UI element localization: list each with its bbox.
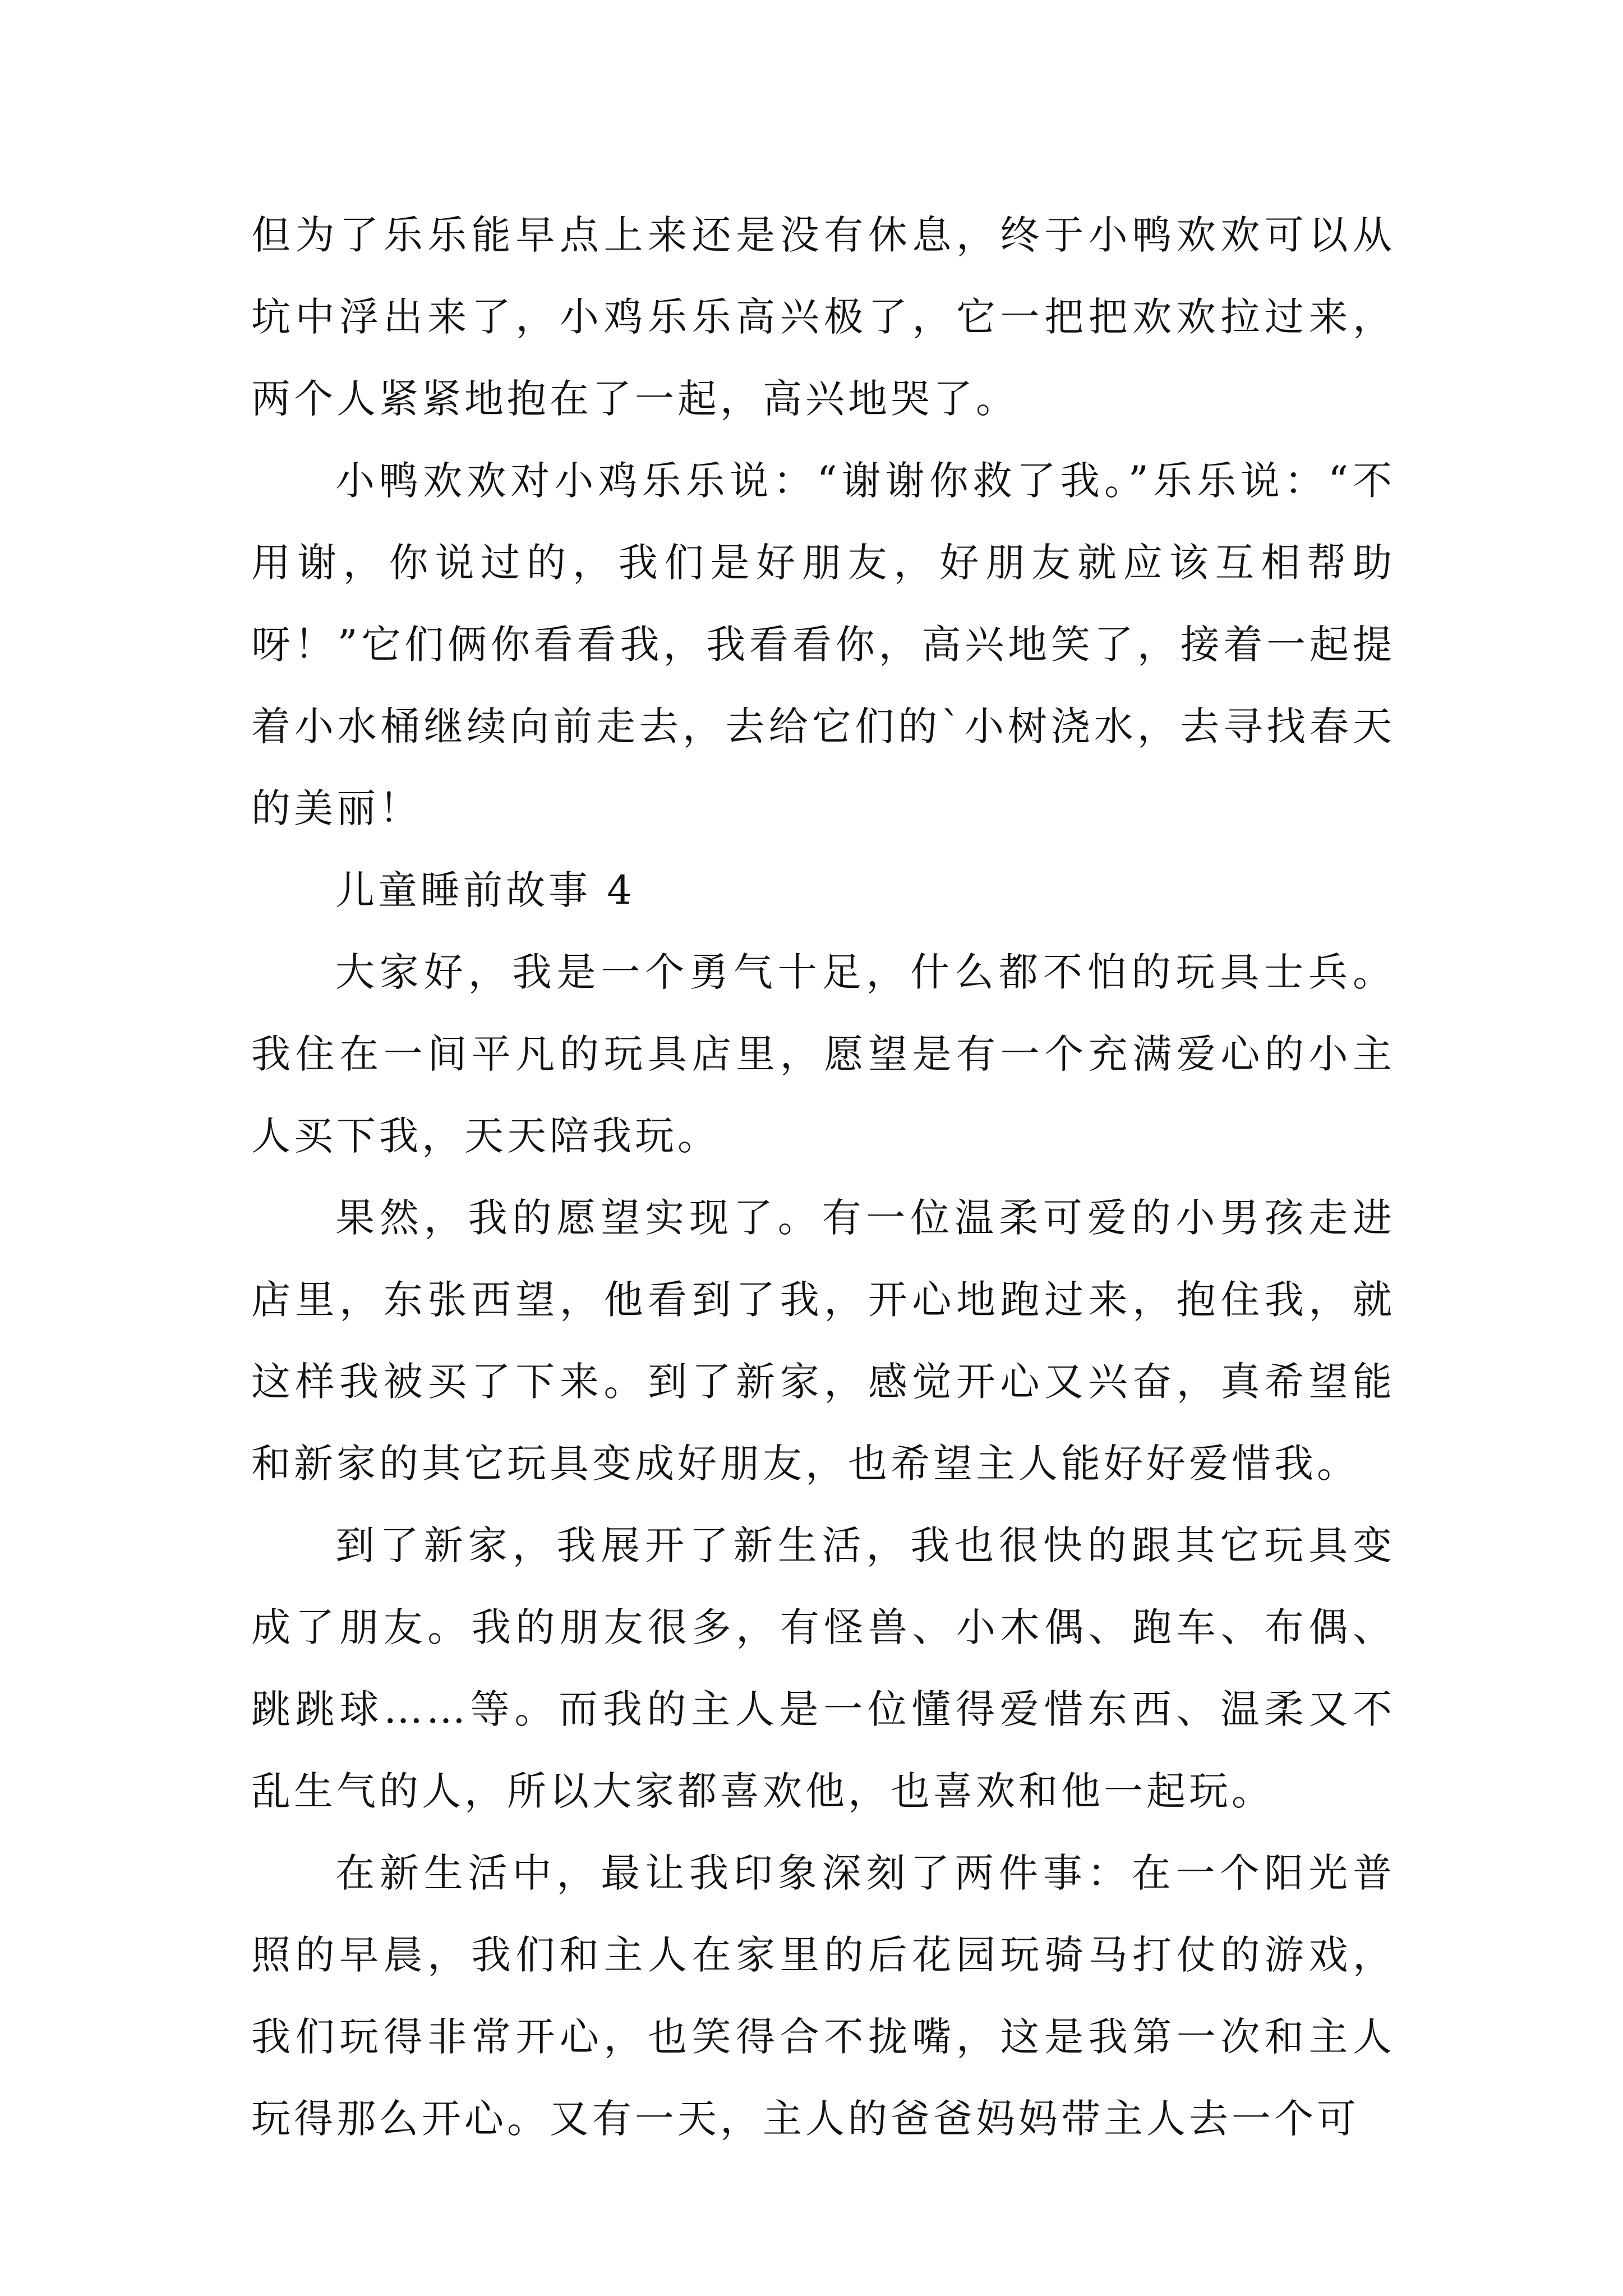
story-heading: 儿童睡前故事 4 <box>335 867 635 913</box>
paragraph-1: 但为了乐乐能早点上来还是没有休息，终于小鸭欢欢可以从坑中浮出来了，小鸡乐乐高兴极了，它一把把欢欢拉过来，两个人紧紧地抱在了一起，高兴地哭了。 <box>251 212 1395 422</box>
document-body <box>251 194 1395 2160</box>
paragraph-3: 大家好，我是一个勇气十足，什么都不怕的玩具士兵。我住在一间平凡的玩具店里，愿望是有一个充满爱心的小主人买下我，天天陪我玩。 <box>251 949 1395 1159</box>
paragraph-6: 在新生活中，最让我印象深刻了两件事：在一个阳光普照的早晨，我们和主人在家里的后花园玩骑马打仗的游戏，我们玩得非常开心，也笑得合不拢嘴，这是我第一次和主人玩得那么开心。又有一天，主人的爸爸妈妈带主人去一个可 <box>251 1850 1395 2142</box>
paragraph-2: 小鸭欢欢对小鸡乐乐说：“谢谢你救了我。”乐乐说：“不用谢，你说过的，我们是好朋友，好朋友就应该互相帮助呀！”它们俩你看看我，我看看你，高兴地笑了，接着一起提着小水桶继续向前走去，去给它们的`小树浇水，去寻找春天的美丽！ <box>251 458 1395 831</box>
paragraph-4: 果然，我的愿望实现了。有一位温柔可爱的小男孩走进店里，东张西望，他看到了我，开心地跑过来，抱住我，就这样我被买了下来。到了新家，感觉开心又兴奋，真希望能和新家的其它玩具变成好朋友，也希望主人能好好爱惜我。 <box>251 1195 1395 1487</box>
paragraph-5: 到了新家，我展开了新生活，我也很快的跟其它玩具变成了朋友。我的朋友很多，有怪兽、小木偶、跑车、布偶、跳跳球……等。而我的主人是一位懂得爱惜东西、温柔又不乱生气的人，所以大家都喜欢他，也喜欢和他一起玩。 <box>251 1522 1395 1814</box>
